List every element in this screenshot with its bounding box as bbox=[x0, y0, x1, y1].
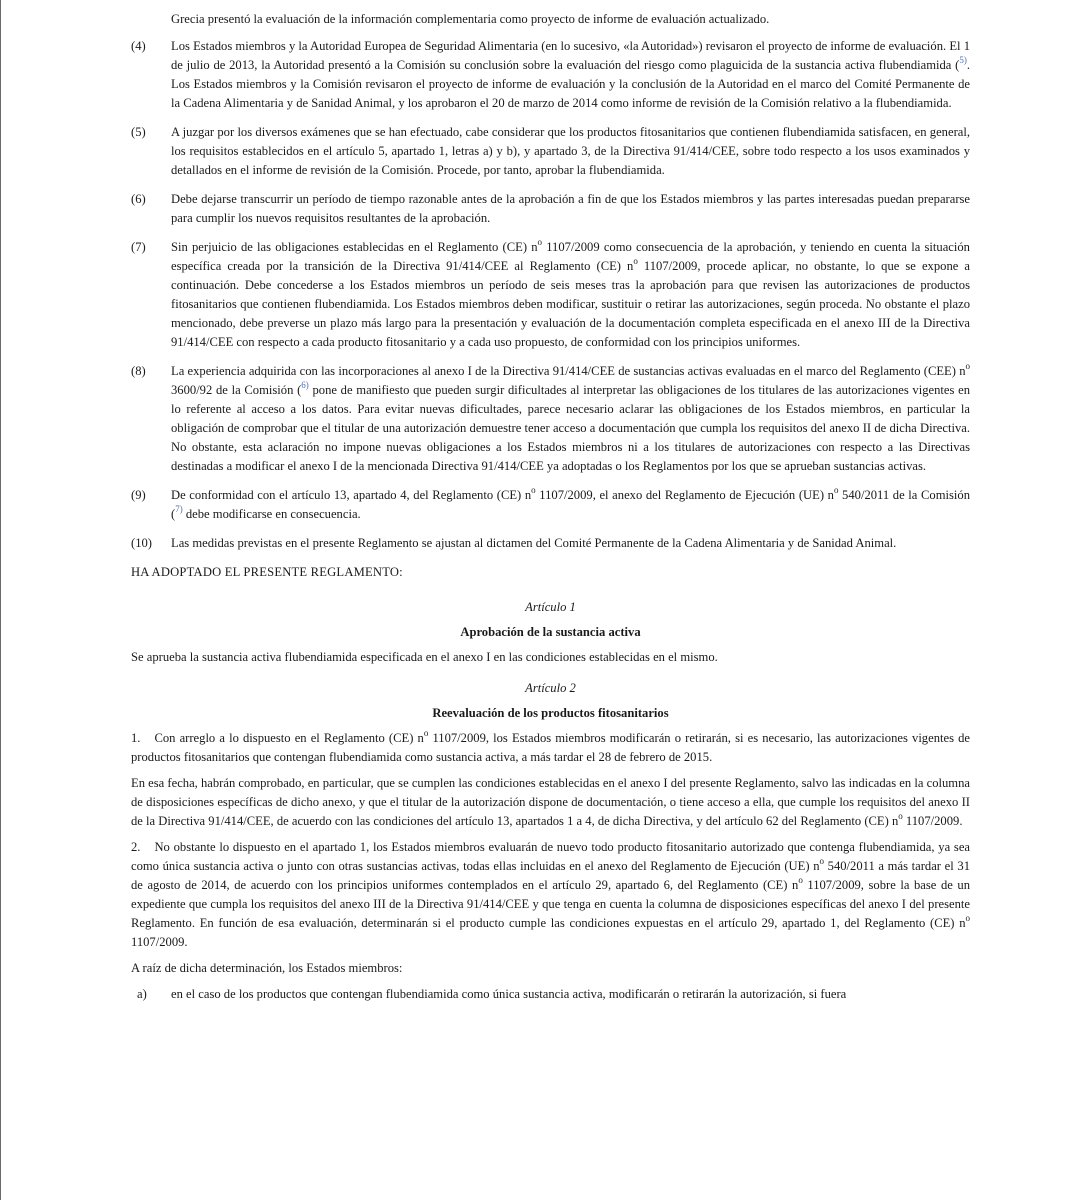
superscript-o: o bbox=[819, 856, 824, 866]
recital-text bbox=[171, 362, 970, 476]
recital-text: A juzgar por los diversos exámenes que se han efectuado, cabe considerar que los productos fitosanitarios que contienen flubendiamida satisfacen, en general, los requisitos establecidos en el artículo 5, apartado 1, letras a) y b), y apartado 3, de la Directiva 91/414/CEE, sobre todo respecto a los usos examinados y detallados en el informe de revisión de la Comisión. Procede, por tanto, aprobar la flubendiamida. bbox=[171, 125, 970, 177]
footnote-paren: ) bbox=[305, 380, 309, 390]
footnote-ref-6[interactable] bbox=[301, 380, 309, 390]
list-item-a bbox=[131, 985, 970, 1004]
superscript-o: o bbox=[965, 361, 970, 371]
paragraph-number: 2. bbox=[131, 840, 141, 854]
article-2-paragraph-2 bbox=[131, 838, 970, 952]
recital-number: (5) bbox=[131, 125, 146, 139]
text-segment: 1107/2009 como consecuencia de la aprobación, y teniendo en cuenta la situación específica creada por la transición de la Directiva 91/414/CEE al Reglamento (CE) n bbox=[171, 240, 970, 273]
article-2-paragraph-3: A raíz de dicha determinación, los Estados miembros: bbox=[131, 961, 403, 975]
text-segment: La experiencia adquirida con las incorporaciones al anexo I de la Directiva 91/414/CEE de sustancias activas evaluadas en el marco del Reglamento (CEE) n bbox=[171, 364, 966, 378]
recital-number: (7) bbox=[131, 240, 146, 254]
adoption-statement: HA ADOPTADO EL PRESENTE REGLAMENTO: bbox=[131, 565, 403, 579]
recital-10 bbox=[131, 534, 970, 553]
text-segment: Con arreglo a lo dispuesto en el Reglamento (CE) n bbox=[154, 731, 424, 745]
recital-8 bbox=[131, 362, 970, 476]
intro-paragraph: Grecia presentó la evaluación de la información complementaria como proyecto de informe de evaluación actualizado. bbox=[171, 12, 770, 26]
recital-4 bbox=[131, 37, 970, 113]
superscript-o: o bbox=[798, 875, 803, 885]
recital-9 bbox=[131, 486, 970, 524]
text-segment: 1107/2009, los Estados miembros modificarán o retirarán, si es necesario, las autorizaciones vigentes de productos fitosanitarios que contengan flubendiamida como sustancia activa, a más tardar el 28 de febrero de 2015. bbox=[131, 731, 970, 764]
text-segment: En esa fecha, habrán comprobado, en particular, que se cumplen las condiciones establecidas en el anexo I del presente Reglamento, salvo las indicadas en la columna de disposiciones específicas de dicho anexo, y que el titular de la autorización dispone de documentación, o tiene acceso a ella, que cumple los requisitos del anexo II de la Directiva 91/414/CEE, de acuerdo con las condiciones del artículo 13, apartados 1 a 4, de dicha Directiva, y del artículo 62 del Reglamento (CE) n bbox=[131, 776, 970, 828]
recital-text: Debe dejarse transcurrir un período de tiempo razonable antes de la aprobación a fin de que los Estados miembros y las partes interesadas puedan prepararse para cumplir los nuevos requisitos resultantes de la aprobación. bbox=[171, 192, 970, 225]
superscript-o: o bbox=[423, 728, 429, 738]
list-item-text: en el caso de los productos que contengan flubendiamida como única sustancia activa, modificarán o retirarán la autorización, si fuera bbox=[171, 987, 847, 1001]
recital-text: Las medidas previstas en el presente Reglamento se ajustan al dictamen del Comité Permanente de la Cadena Alimentaria y de Sanidad Animal. bbox=[171, 536, 897, 550]
recital-7 bbox=[131, 238, 970, 352]
recital-number: (8) bbox=[131, 364, 146, 378]
text-segment: debe modificarse en consecuencia. bbox=[182, 507, 361, 521]
page-edge-line bbox=[0, 0, 1, 1200]
text-segment: 540/2011 a más tardar el 31 de agosto de 2014, de acuerdo con los principios uniformes contemplados en el artículo 29, apartado 6, del Reglamento (CE) n bbox=[131, 859, 970, 892]
article-1-title: Artículo 1 bbox=[525, 600, 576, 614]
footnote-number: 5 bbox=[959, 55, 964, 65]
article-2-title: Artículo 2 bbox=[525, 681, 576, 695]
text-segment: No obstante lo dispuesto en el apartado 1, los Estados miembros evaluarán de nuevo todo producto fitosanitario autorizado que contenga flubendiamida, ya sea como única sustancia activa o junto con otras sustancias activas, todas ellas incluidas en el anexo del Reglamento de Ejecución (UE) n bbox=[131, 840, 970, 873]
footnote-ref-5[interactable] bbox=[959, 55, 967, 65]
list-item-label: a) bbox=[137, 987, 147, 1001]
article-2-heading: Reevaluación de los productos fitosanitarios bbox=[432, 706, 669, 720]
article-2-paragraph-1 bbox=[131, 729, 970, 767]
text-segment: . Los Estados miembros y la Comisión revisaron el proyecto de informe de evaluación y la conclusión de la Autoridad en el marco del Comité Permanente de la Cadena Alimentaria y de Sanidad Animal, y los aprobaron el 20 de marzo de 2014 como informe de revisión de la Comisión relativo a la flubendiamida. bbox=[171, 58, 970, 110]
footnote-number: 7 bbox=[175, 504, 180, 514]
text-segment: 1107/2009, el anexo del Reglamento de Ejecución (UE) n bbox=[535, 488, 834, 502]
recital-text bbox=[171, 238, 970, 352]
article-2-paragraph-1b bbox=[131, 774, 970, 831]
recital-number: (10) bbox=[131, 536, 152, 550]
recital-number: (9) bbox=[131, 488, 146, 502]
text-segment: 1107/2009, sobre la base de un expediente que cumpla los requisitos del anexo III de la Directiva 91/414/CEE y que tenga en cuenta la columna de disposiciones específicas del anexo I del presente Reglamento. En función de esa evaluación, determinarán si el producto cumple las condiciones expuestas en el artículo 29, apartado 1, del Reglamento (CE) n bbox=[131, 878, 970, 930]
footnote-number: 6 bbox=[301, 380, 306, 390]
superscript-o: o bbox=[898, 811, 903, 821]
article-1-heading: Aprobación de la sustancia activa bbox=[460, 625, 641, 639]
text-segment: 1107/2009. bbox=[131, 935, 188, 949]
superscript-o: o bbox=[633, 256, 638, 266]
superscript-o: o bbox=[833, 485, 839, 495]
superscript-o: o bbox=[537, 237, 543, 247]
text-segment: De conformidad con el artículo 13, apartado 4, del Reglamento (CE) n bbox=[171, 488, 532, 502]
recital-number: (4) bbox=[131, 39, 146, 53]
article-1-text: Se aprueba la sustancia activa flubendiamida especificada en el anexo I en las condiciones establecidas en el mismo. bbox=[131, 650, 718, 664]
recital-5 bbox=[131, 123, 970, 180]
superscript-o: o bbox=[965, 913, 970, 923]
text-segment: 1107/2009, procede aplicar, no obstante, lo que se expone a continuación. Debe concederse a los Estados miembros un período de seis meses tras la aprobación para que revisen las autorizaciones de productos fitosanitarios que contienen flubendiamida. Los Estados miembros deben modificar, sustituir o retirar las autorizaciones, según proceda. No obstante el plazo mencionado, debe preverse un plazo más largo para la presentación y evaluación de la documentación completa especificada en el anexo III de la Directiva 91/414/CEE con respecto a cada producto fitosanitario y a cada uso propuesto, de conformidad con los principios uniformes. bbox=[171, 259, 970, 349]
document-page bbox=[131, 10, 970, 1004]
text-segment: pone de manifiesto que pueden surgir dificultades al interpretar las obligaciones de los titulares de las autorizaciones vigentes en lo referente al acceso a los datos. Para evitar nuevas dificultades, parece necesario aclarar las obligaciones de los Estados miembros, en particular la obligación de comprobar que el titular de una autorización demuestre tener acceso a documentación que cumpla los requisitos del anexo II de dicha Directiva. No obstante, esta aclaración no impone nuevas obligaciones a los Estados miembros ni a los titulares de autorizaciones con respecto a las Directivas destinadas a modificar el anexo I de la mencionada Directiva 91/414/CEE ya adoptadas o los Reglamentos por los que se aprueban sustancias activas. bbox=[171, 383, 970, 473]
text-segment: 1107/2009. bbox=[902, 814, 963, 828]
paragraph-number: 1. bbox=[131, 731, 141, 745]
recital-text bbox=[171, 37, 970, 113]
recital-text bbox=[171, 486, 970, 524]
text-segment: Los Estados miembros y la Autoridad Europea de Seguridad Alimentaria (en lo sucesivo, «la Autoridad») revisaron el proyecto de informe de evaluación. El 1 de julio de 2013, la Autoridad presentó a la Comisión su conclusión sobre la evaluación del riesgo como plaguicida de la sustancia activa flubendiamida ( bbox=[171, 39, 970, 72]
recital-6 bbox=[131, 190, 970, 228]
recital-number: (6) bbox=[131, 192, 146, 206]
superscript-o: o bbox=[531, 485, 536, 495]
text-segment: Sin perjuicio de las obligaciones establecidas en el Reglamento (CE) n bbox=[171, 240, 538, 254]
text-segment: 540/2011 de la Comisión ( bbox=[171, 488, 970, 521]
footnote-paren: ) bbox=[179, 504, 183, 514]
footnote-ref-7[interactable] bbox=[175, 504, 183, 514]
text-segment: 3600/92 de la Comisión ( bbox=[171, 383, 302, 397]
footnote-paren: ) bbox=[963, 55, 967, 65]
